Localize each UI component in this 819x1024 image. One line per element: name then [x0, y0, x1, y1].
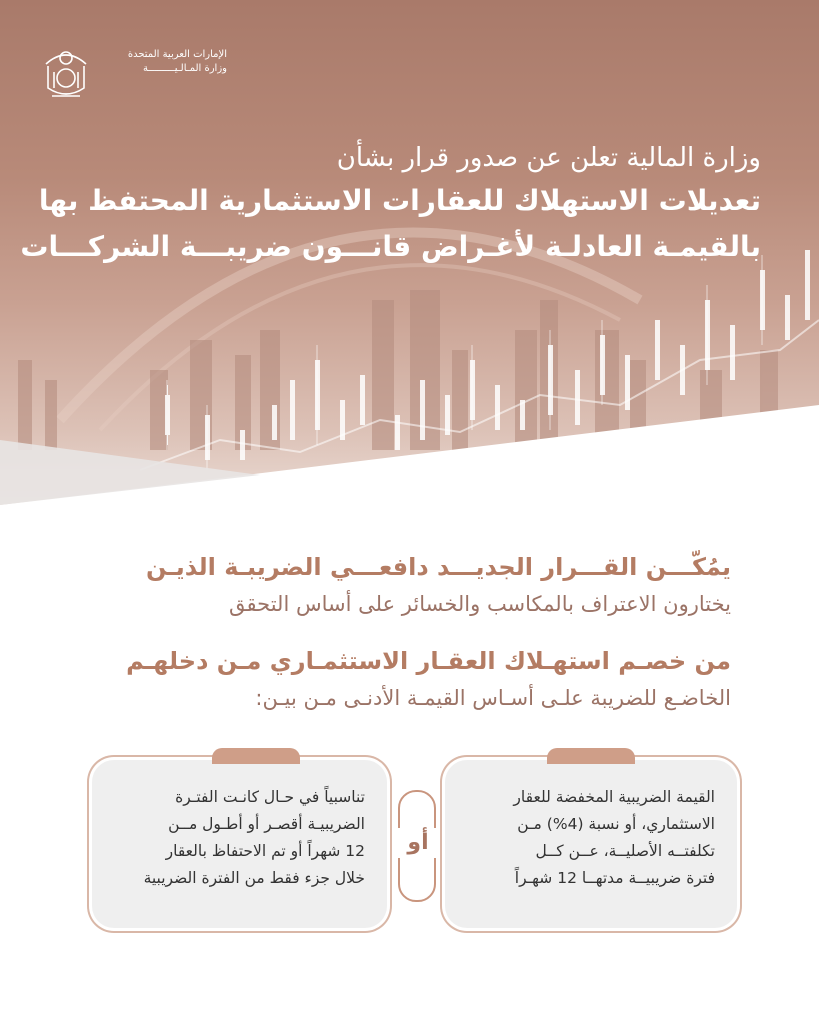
option-right-line-1: القيمة الضريبية المخفضة للعقار — [513, 788, 715, 806]
option-right-line-3: تكلفتــه الأصليــة، عــن كــل — [535, 842, 715, 860]
option-right-line-4: فترة ضريبيــة مدتهــا 12 شهـراً — [514, 869, 715, 887]
option-left-line-4: خلال جزء فقط من الفترة الضريبية — [143, 869, 365, 887]
option-left-line-1: تناسبياً في حـال كانـت الفتـرة — [175, 788, 365, 806]
option-right-line-2: الاستثماري، أو نسبة (4%) مـن — [517, 815, 715, 833]
hero-title-line-2: تعديلات الاستهلاك للعقارات الاستثمارية المحتفظ بها — [38, 184, 761, 217]
option-left-line-3: 12 شهراً أو تم الاحتفاظ بالعقار — [165, 842, 365, 860]
country-name: الإمارات العربية المتحدة — [127, 49, 227, 60]
summary-line-4: الخاضـع للضريبة علـى أسـاس القيمـة الأدنـى مـن بيـن: — [255, 686, 731, 710]
option-box-proportional — [92, 760, 387, 928]
option-box-reduced-tax-value — [445, 760, 737, 928]
option-text-right — [467, 784, 715, 892]
ministry-logo-text — [77, 48, 227, 76]
summary-line-3: من خصـم استهـلاك العقـار الاستثمـاري مـن دخلهـم — [126, 647, 731, 675]
option-text-left — [114, 784, 365, 892]
hero-title-line-3: بالقيمـة العادلـة لأغـراض قانـــون ضريبـــة الشركـــات — [20, 230, 761, 263]
summary-line-1: يمُكّـــن القـــرار الجديـــد دافعـــي الضريبـة الذيـن — [145, 553, 731, 581]
decision-summary — [71, 548, 731, 716]
hero-title-line-1: وزارة المالية تعلن عن صدور قرار بشأن — [336, 143, 761, 173]
hero-title — [20, 138, 761, 270]
or-label: أو — [398, 828, 438, 858]
ministry-name: وزارة المـالـيـــــــــة — [143, 63, 227, 74]
box-tab — [212, 748, 300, 764]
box-tab — [547, 748, 635, 764]
summary-line-2: يختارون الاعتراف بالمكاسب والخسائر على أساس التحقق — [229, 592, 731, 616]
option-left-line-2: الضريبيـة أقصـر أو أطـول مــن — [168, 815, 365, 833]
